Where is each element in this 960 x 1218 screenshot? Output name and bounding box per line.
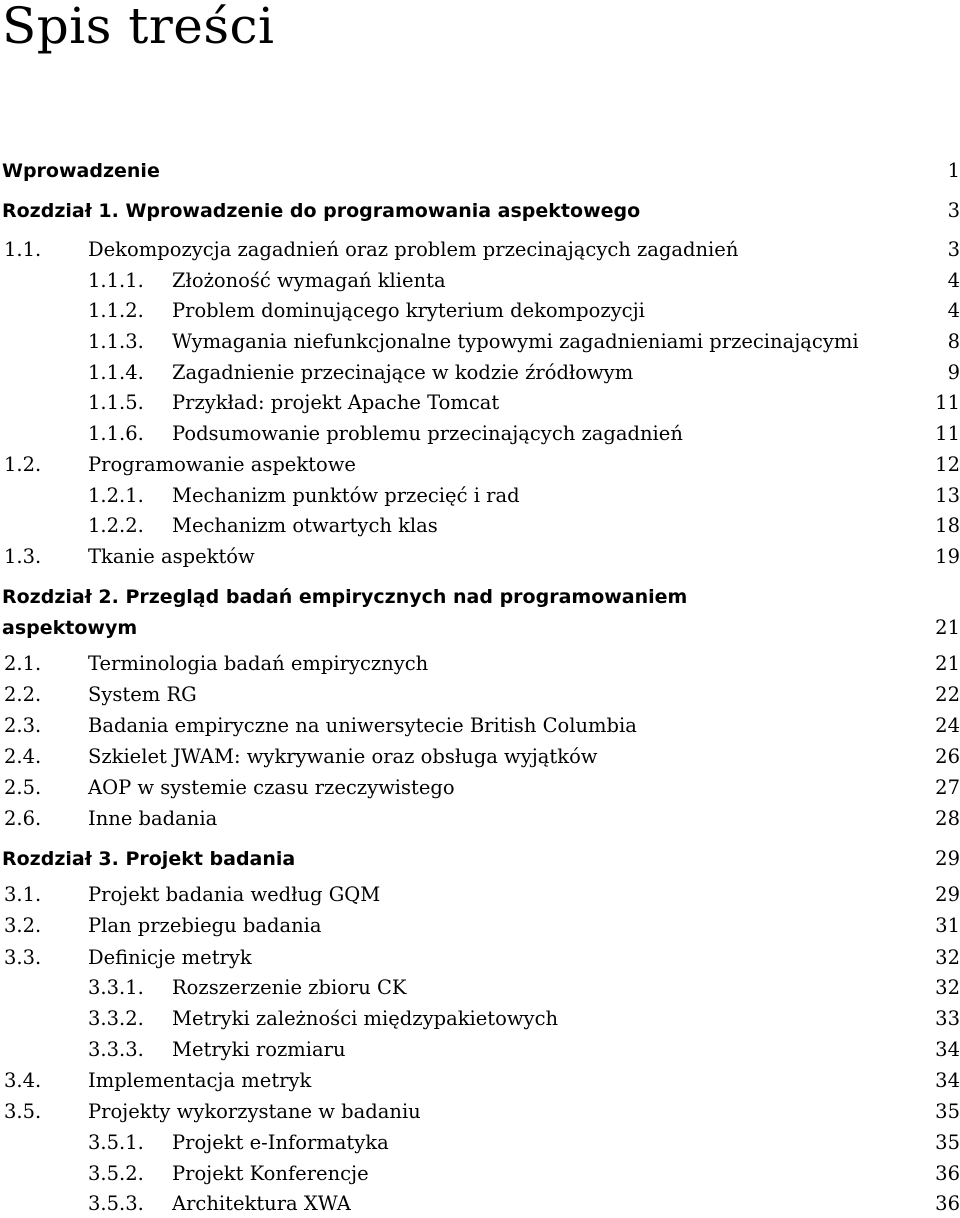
- toc-entry-page: 8: [908, 328, 960, 356]
- toc-entry-label: Tkanie aspektów: [88, 543, 261, 571]
- toc-entry[interactable]: [0, 451, 960, 479]
- toc-entry-number: 1.2.1.: [88, 484, 144, 507]
- toc-entry-page: 11: [908, 389, 960, 417]
- toc-entry[interactable]: [0, 482, 960, 510]
- toc-entry[interactable]: [0, 1067, 960, 1095]
- toc-entry-label: Metryki rozmiaru: [172, 1036, 352, 1064]
- toc-entry[interactable]: [0, 1160, 960, 1188]
- toc-entry-page: 29: [908, 881, 960, 909]
- toc-entry-number: 2.3.: [4, 714, 42, 737]
- toc-entry-page: 29: [908, 845, 960, 873]
- toc-entry-label: Architektura XWA: [172, 1190, 357, 1218]
- toc-entry-page: 24: [908, 712, 960, 740]
- toc-entry-number: 3.4.: [4, 1069, 42, 1092]
- toc-entry-label: System RG: [88, 681, 203, 709]
- toc-entry-page: 36: [908, 1160, 960, 1188]
- toc-entry-page: 32: [908, 974, 960, 1002]
- toc-entry[interactable]: [0, 1190, 960, 1218]
- toc-entry[interactable]: [0, 328, 960, 356]
- toc-entry-number: 2.5.: [4, 776, 42, 799]
- toc-entry[interactable]: [0, 805, 960, 833]
- toc-entry-label: Podsumowanie problemu przecinających zagadnień: [172, 420, 689, 448]
- toc-entry[interactable]: [0, 974, 960, 1002]
- toc-entry[interactable]: [0, 1005, 960, 1033]
- toc-entry[interactable]: [0, 1098, 960, 1126]
- toc-entry-label: Dekompozycja zagadnień oraz problem przecinających zagadnień: [88, 236, 744, 264]
- toc-entry-number: 1.1.1.: [88, 269, 144, 292]
- toc-entry-page: 35: [908, 1129, 960, 1157]
- toc-entry-number: 2.4.: [4, 745, 42, 768]
- toc-entry-label: Przykład: projekt Apache Tomcat: [172, 389, 505, 417]
- toc-entry-page: 34: [908, 1067, 960, 1095]
- toc-entry[interactable]: [0, 881, 960, 909]
- toc-entry-number: 1.2.: [4, 453, 42, 476]
- toc-entry-number: 1.3.: [4, 545, 42, 568]
- toc-entry[interactable]: [0, 944, 960, 972]
- toc-entry[interactable]: [0, 1129, 960, 1157]
- toc-entry-page: 36: [908, 1190, 960, 1218]
- toc-entry-page: 11: [908, 420, 960, 448]
- toc-entry-number: 3.5.1.: [88, 1131, 144, 1154]
- toc-entry[interactable]: [0, 420, 960, 448]
- toc-entry-label: Rozszerzenie zbioru CK: [172, 974, 413, 1002]
- toc-entry-label: AOP w systemie czasu rzeczywistego: [88, 774, 461, 802]
- toc-entry-page: 32: [908, 944, 960, 972]
- toc-entry-number: 3.5.2.: [88, 1162, 144, 1185]
- toc-entry-page: 3: [908, 197, 960, 225]
- toc-entry-number: 1.1.6.: [88, 422, 144, 445]
- toc-entry-page: 33: [908, 1005, 960, 1033]
- toc-entry-number: 1.2.2.: [88, 514, 144, 537]
- toc-entry[interactable]: [0, 1036, 960, 1064]
- toc-entry-number: 3.5.: [4, 1100, 42, 1123]
- toc-entry-label: Wprowadzenie: [2, 157, 166, 185]
- page-title: Spis treści: [2, 0, 275, 55]
- toc-entry-page: 28: [908, 805, 960, 833]
- toc-entry-number: 1.1.5.: [88, 391, 144, 414]
- toc-entry-label: Mechanizm punktów przecięć i rad: [172, 482, 526, 510]
- toc-entry-label: Rozdział 3. Projekt badania: [2, 845, 301, 873]
- toc-entry-label: Projekt e-Informatyka: [172, 1129, 395, 1157]
- toc-entry-number: 1.1.4.: [88, 361, 144, 384]
- toc-entry-label: Programowanie aspektowe: [88, 451, 362, 479]
- toc-entry[interactable]: [0, 297, 960, 325]
- toc-entry-page: 13: [908, 482, 960, 510]
- toc-entry-number: 3.3.1.: [88, 976, 144, 999]
- toc-entry[interactable]: [0, 845, 960, 873]
- toc-entry[interactable]: [0, 712, 960, 740]
- toc-entry-number: 3.3.2.: [88, 1007, 144, 1030]
- toc-entry-page: 22: [908, 681, 960, 709]
- toc-entry-number: 1.1.: [4, 238, 42, 261]
- toc-entry-number: 2.6.: [4, 807, 42, 830]
- toc-entry-label: Rozdział 2. Przegląd badań empirycznych nad programowaniem: [2, 583, 693, 611]
- toc-entry-label: Metryki zależności międzypakietowych: [172, 1005, 564, 1033]
- toc-entry-label: Rozdział 1. Wprowadzenie do programowania aspektowego: [2, 197, 646, 225]
- toc-entry-number: 3.5.3.: [88, 1192, 144, 1215]
- toc-entry-page: 4: [908, 267, 960, 295]
- toc-entry-page: 4: [908, 297, 960, 325]
- toc-entry-number: 3.3.3.: [88, 1038, 144, 1061]
- toc-entry-page: 12: [908, 451, 960, 479]
- toc-entry-label: Terminologia badań empirycznych: [88, 650, 434, 678]
- toc-entry[interactable]: [0, 543, 960, 571]
- toc-entry-label: Zagadnienie przecinające w kodzie źródłowym: [172, 359, 639, 387]
- toc-entry-number: 1.1.2.: [88, 299, 144, 322]
- toc-entry-label: Projekt badania według GQM: [88, 881, 386, 909]
- toc-entry-label: Definicje metryk: [88, 944, 258, 972]
- toc-entry-page: 21: [908, 614, 960, 642]
- toc-entry[interactable]: [0, 912, 960, 940]
- toc-entry-number: 3.2.: [4, 914, 42, 937]
- toc-entry-number: 3.1.: [4, 883, 42, 906]
- toc-entry[interactable]: [0, 650, 960, 678]
- toc-entry-number: 1.1.3.: [88, 330, 144, 353]
- toc-entry-page: 34: [908, 1036, 960, 1064]
- toc-entry-page: 19: [908, 543, 960, 571]
- toc-entry[interactable]: [0, 236, 960, 264]
- toc-entry[interactable]: [0, 359, 960, 387]
- toc-entry-label: aspektowym: [2, 614, 143, 642]
- toc-entry-page: 31: [908, 912, 960, 940]
- toc-entry-label: Wymagania niefunkcjonalne typowymi zagadnieniami przecinającymi: [172, 328, 865, 356]
- toc-entry-page: 35: [908, 1098, 960, 1126]
- toc-entry[interactable]: [0, 774, 960, 802]
- toc-entry[interactable]: [0, 681, 960, 709]
- toc-entry-page: 1: [908, 157, 960, 185]
- toc-entry[interactable]: [0, 583, 960, 611]
- toc-entry-label: Złożoność wymagań klienta: [172, 267, 452, 295]
- toc-entry-page: 9: [908, 359, 960, 387]
- toc-entry-label: Plan przebiegu badania: [88, 912, 328, 940]
- toc-entry-number: 2.1.: [4, 652, 42, 675]
- toc-entry-label: Szkielet JWAM: wykrywanie oraz obsługa wyjątków: [88, 743, 604, 771]
- toc-entry[interactable]: [0, 743, 960, 771]
- toc-entry-number: 2.2.: [4, 683, 42, 706]
- toc-entry-page: 27: [908, 774, 960, 802]
- toc-entry-label: Badania empiryczne na uniwersytecie British Columbia: [88, 712, 643, 740]
- toc-entry[interactable]: [0, 197, 960, 225]
- toc-entry-label: Projekt Konferencje: [172, 1160, 375, 1188]
- toc-entry-page: 26: [908, 743, 960, 771]
- toc-entry-label: Projekty wykorzystane w badaniu: [88, 1098, 427, 1126]
- toc-entry[interactable]: [0, 512, 960, 540]
- toc-entry-number: 3.3.: [4, 946, 42, 969]
- toc-entry-label: Inne badania: [88, 805, 223, 833]
- toc-entry-label: Mechanizm otwartych klas: [172, 512, 444, 540]
- toc-entry-page: 21: [908, 650, 960, 678]
- toc-entry-page: 18: [908, 512, 960, 540]
- toc-entry[interactable]: [0, 614, 960, 642]
- toc-entry-label: Problem dominującego kryterium dekompozycji: [172, 297, 651, 325]
- toc-entry[interactable]: [0, 389, 960, 417]
- toc-entry[interactable]: [0, 157, 960, 185]
- toc-entry[interactable]: [0, 267, 960, 295]
- toc-entry-label: Implementacja metryk: [88, 1067, 317, 1095]
- toc-entry-page: 3: [908, 236, 960, 264]
